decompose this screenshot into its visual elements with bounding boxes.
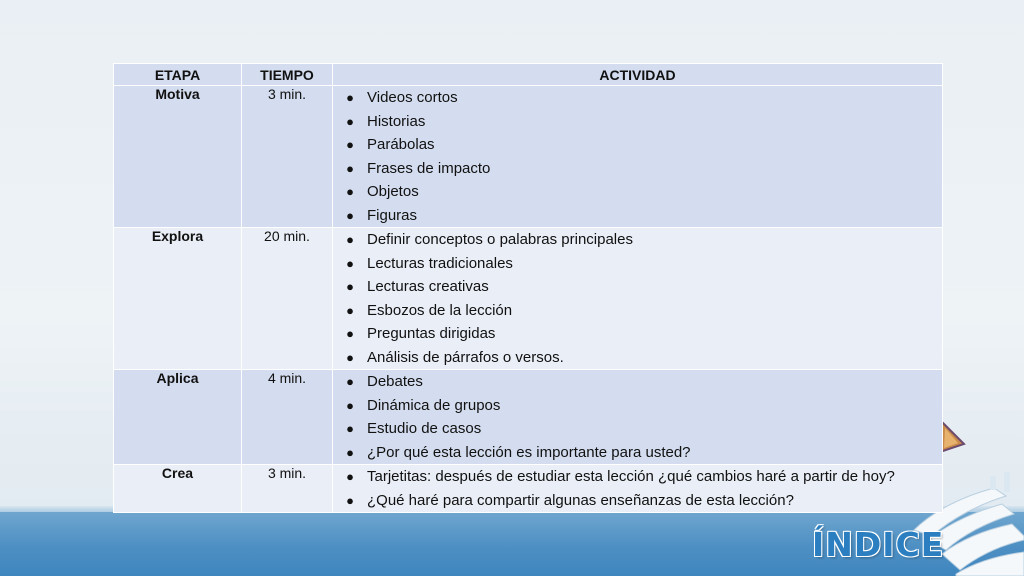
activity-text: Frases de impacto [367, 159, 491, 177]
bullet-dot-icon: ● [346, 469, 354, 484]
bullet-dot-icon: ● [346, 137, 354, 152]
bullet-dot-icon: ● [346, 232, 354, 247]
list-item [337, 489, 942, 513]
list-item [337, 370, 942, 394]
actividad-cell [333, 465, 943, 513]
bullet-dot-icon: ● [346, 374, 354, 389]
activity-text: Estudio de casos [367, 420, 482, 437]
list-item [337, 275, 942, 299]
activity-list [333, 228, 942, 369]
activity-text: Preguntas dirigidas [367, 325, 496, 342]
activity-text: Lecturas tradicionales [367, 254, 513, 272]
tiempo-cell: 3 min. [242, 86, 333, 228]
bullet-dot-icon: ● [346, 302, 354, 318]
activity-text: Lecturas creativas [367, 278, 489, 295]
lesson-plan-table [113, 63, 943, 513]
bullet-dot-icon: ● [346, 326, 354, 341]
etapa-cell: Crea [114, 465, 242, 513]
table-row [114, 228, 943, 370]
activity-text: Historias [367, 112, 426, 130]
activity-text: ¿Qué haré para compartir algunas enseñanzas de esta lección? [367, 491, 794, 509]
activity-text: Tarjetitas: después de estudiar esta lección ¿qué cambios haré a partir de hoy? [367, 468, 895, 485]
bullet-dot-icon: ● [346, 397, 354, 413]
activity-text: Dinámica de grupos [367, 396, 501, 414]
list-item [337, 86, 942, 110]
activity-text: Objetos [367, 183, 419, 200]
etapa-cell: Aplica [114, 370, 242, 465]
activity-list [333, 465, 942, 512]
list-item [337, 228, 942, 252]
activity-text: Debates [367, 373, 423, 390]
activity-text: Análisis de párrafos o versos. [367, 348, 564, 366]
activity-text: Figuras [367, 206, 418, 224]
list-item [337, 204, 942, 228]
bullet-dot-icon: ● [346, 113, 354, 129]
actividad-cell [333, 86, 943, 228]
bullet-dot-icon: ● [346, 207, 354, 223]
activity-text: Esbozos de la lección [367, 301, 513, 319]
list-item [337, 346, 942, 370]
bullet-dot-icon: ● [346, 444, 354, 460]
list-item [337, 417, 942, 441]
tiempo-cell: 20 min. [242, 228, 333, 370]
table-row [114, 370, 943, 465]
etapa-cell: Explora [114, 228, 242, 370]
header-actividad: ACTIVIDAD [333, 64, 943, 86]
bullet-dot-icon: ● [346, 255, 354, 271]
tiempo-cell: 4 min. [242, 370, 333, 465]
actividad-cell [333, 228, 943, 370]
actividad-cell [333, 370, 943, 465]
etapa-cell: Motiva [114, 86, 242, 228]
list-item [337, 322, 942, 346]
bullet-dot-icon: ● [346, 279, 354, 294]
table-row [114, 86, 943, 228]
header-tiempo: TIEMPO [242, 64, 333, 86]
tiempo-cell: 3 min. [242, 465, 333, 513]
list-item [337, 110, 942, 134]
activity-list [333, 370, 942, 464]
activity-text: Parábolas [367, 136, 435, 153]
list-item [337, 394, 942, 418]
bullet-dot-icon: ● [346, 160, 354, 176]
activity-text: Videos cortos [367, 89, 458, 106]
list-item [337, 299, 942, 323]
header-etapa: ETAPA [114, 64, 242, 86]
table-row [114, 465, 943, 513]
activity-text: Definir conceptos o palabras principales [367, 231, 633, 248]
list-item [337, 441, 942, 465]
bullet-dot-icon: ● [346, 349, 354, 365]
header-row [114, 64, 943, 86]
list-item [337, 465, 942, 489]
activity-text: ¿Por qué esta lección es importante para usted? [367, 443, 691, 461]
list-item [337, 180, 942, 204]
bullet-dot-icon: ● [346, 184, 354, 199]
bullet-dot-icon: ● [346, 492, 354, 508]
activity-list [333, 86, 942, 227]
list-item [337, 133, 942, 157]
list-item [337, 157, 942, 181]
list-item [337, 252, 942, 276]
bullet-dot-icon: ● [346, 421, 354, 436]
index-button[interactable]: ÍNDICE [812, 525, 945, 564]
bullet-dot-icon: ● [346, 90, 354, 105]
